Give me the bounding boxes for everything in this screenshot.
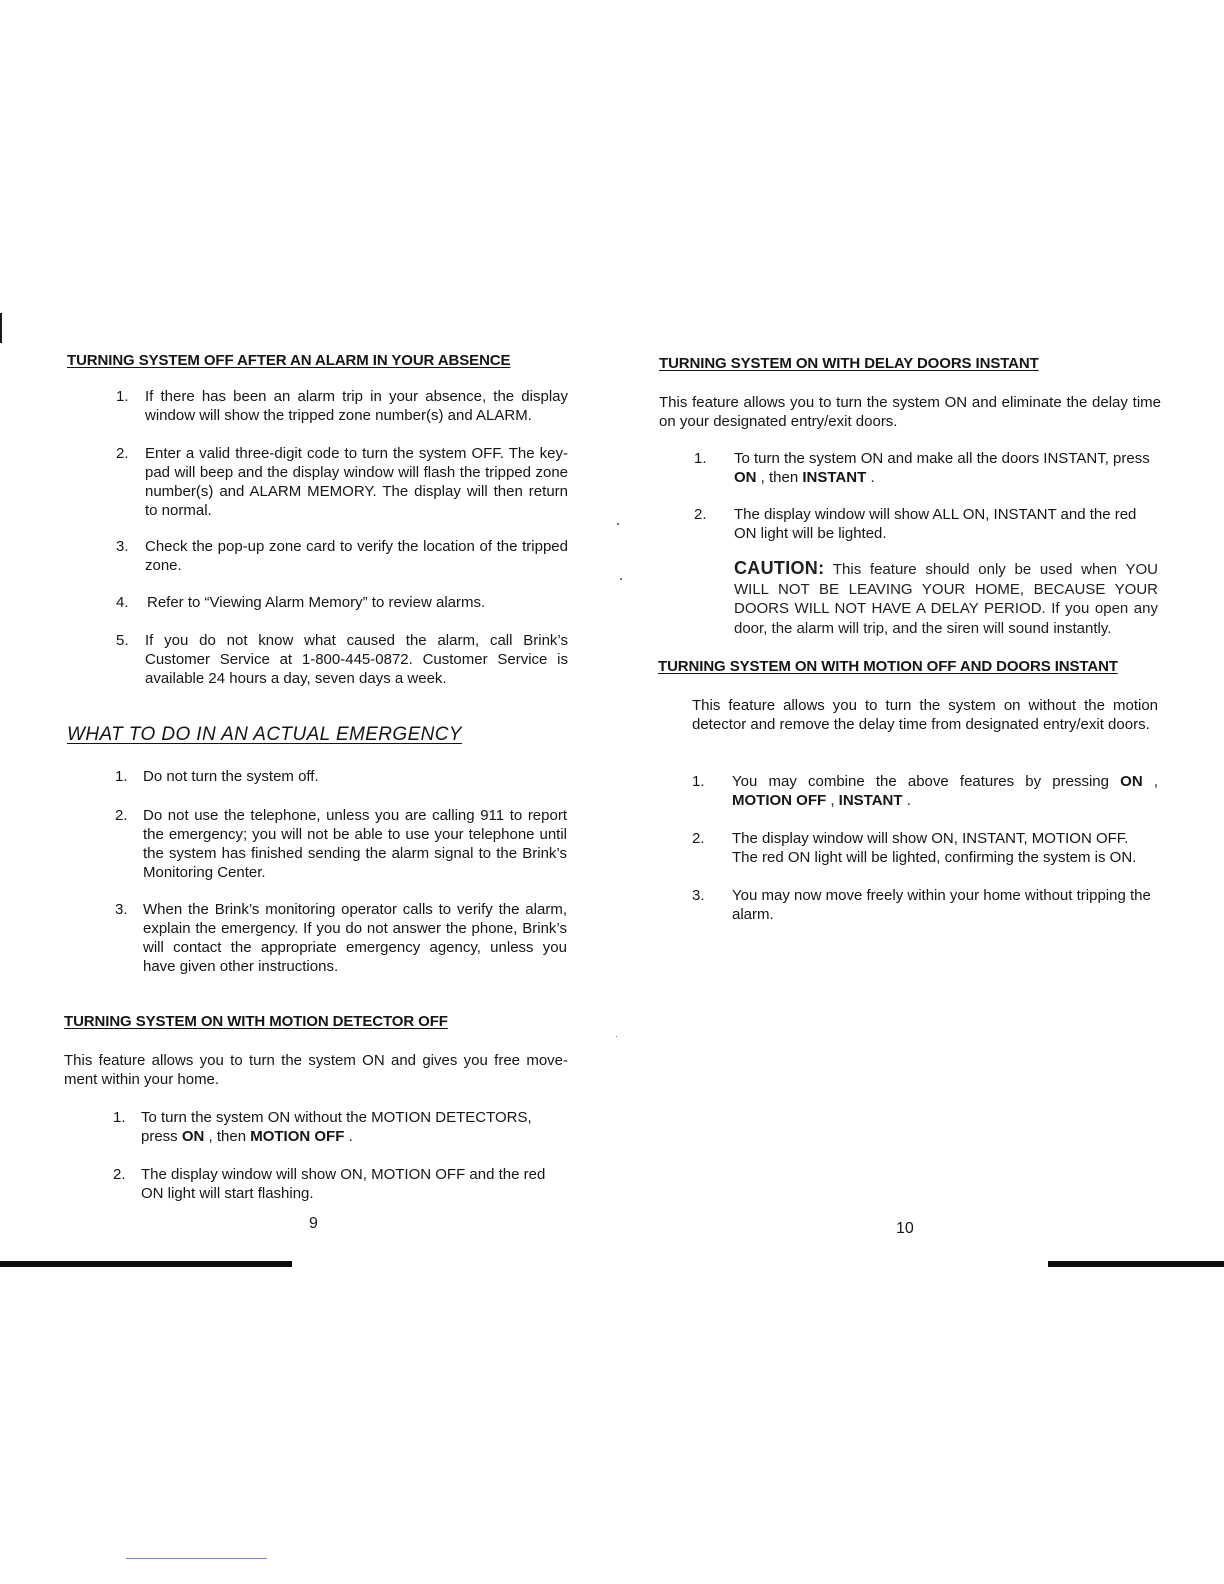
bottom-bar-left (0, 1261, 292, 1267)
section-heading-motion-detector-off: TURNING SYSTEM ON WITH MOTION DETECTOR OFF (64, 1013, 448, 1030)
page-number: 10 (896, 1220, 914, 1237)
item-text (732, 772, 1158, 810)
scan-speck (620, 578, 622, 580)
list-item (692, 886, 1158, 924)
item-number: 2. (113, 1166, 126, 1183)
item-text-part: . (870, 469, 875, 486)
item-text-part: . (348, 1128, 353, 1145)
item-number: 3. (116, 538, 129, 555)
list-item (694, 449, 1159, 487)
item-text: The display window will show ALL ON, INSTANT and the red ON light will be lighted. (734, 506, 1137, 542)
item-number: 1. (692, 773, 705, 790)
scan-blue-line (126, 1558, 267, 1559)
item-number: 2. (694, 506, 707, 523)
caution-label: CAUTION: (734, 558, 825, 578)
key-motion-off: MOTION OFF (732, 792, 827, 809)
item-text-part: To turn the system ON and make all the doors INSTANT, press (734, 450, 1150, 467)
key-on: ON (181, 1128, 205, 1145)
list-item (692, 772, 1158, 810)
item-text: Check the pop-up zone card to verify the location of the tripped zone. (145, 538, 568, 574)
key-on: ON (1120, 773, 1143, 790)
item-number: 1. (115, 768, 128, 785)
section-heading-actual-emergency: WHAT TO DO IN AN ACTUAL EMERGENCY (67, 724, 462, 745)
caution-note (734, 559, 1158, 638)
section-intro: This feature allows you to turn the system on without the motion detector and remove the delay time from designated entry/exit doors. (692, 697, 1158, 733)
item-text-part: . (906, 792, 911, 809)
item-number: 2. (116, 445, 129, 462)
list-item (116, 593, 568, 612)
item-number: 2. (692, 830, 705, 847)
list-item (694, 505, 1159, 543)
caution-text: This feature should only be used when YOU WILL NOT BE LEAVING YOUR HOME, BECAUSE YOUR DOORS WILL NOT HAVE A DELAY PERIOD. If you open any door, the alarm will trip, and the siren will sound instantly. (734, 561, 1159, 637)
list-item (115, 900, 567, 976)
item-text: Enter a valid three-digit code to turn the system OFF. The key-pad will beep and the display window will flash the tripped zone number(s) and ALARM MEMORY. The display will then return to normal. (145, 445, 568, 519)
item-text (734, 449, 1159, 487)
list-item (116, 537, 568, 575)
list-item (113, 1165, 566, 1203)
item-number: 1. (694, 450, 707, 467)
key-on: ON (734, 469, 757, 486)
section-heading-motion-off-doors-instant: TURNING SYSTEM ON WITH MOTION OFF AND DOORS INSTANT (658, 658, 1118, 675)
item-text: The display window will show ON, MOTION OFF and the red ON light will start flashing. (141, 1166, 546, 1202)
item-text-part: You may combine the above features by pressing (732, 773, 1109, 790)
item-number: 1. (113, 1109, 126, 1126)
item-text: Do not turn the system off. (143, 768, 319, 785)
bottom-bar-right (1048, 1261, 1224, 1267)
key-instant: INSTANT (802, 469, 867, 486)
page-number: 9 (309, 1215, 318, 1232)
item-number: 3. (692, 887, 705, 904)
list-item (115, 767, 567, 786)
list-item (692, 829, 1158, 867)
scan-speck (617, 523, 619, 525)
item-text: Do not use the telephone, unless you are calling 911 to report the emergency; you will not be able to use your telephone until the system has finished sending the alarm signal to the Brink’s Monitoring Center. (143, 807, 567, 881)
section-intro: This feature allows you to turn the system ON and gives you free move-ment within your home. (64, 1052, 568, 1088)
section-heading-system-off-after-alarm: TURNING SYSTEM OFF AFTER AN ALARM IN YOUR ABSENCE (67, 352, 511, 369)
item-text: You may now move freely within your home without tripping the alarm. (732, 887, 1151, 923)
item-text-part: , then (760, 469, 799, 486)
key-instant: INSTANT (838, 792, 903, 809)
item-text-part: , then (208, 1128, 247, 1145)
list-item (115, 806, 567, 882)
scan-speck (616, 1036, 617, 1037)
item-number: 1. (116, 388, 129, 405)
list-item (116, 387, 568, 425)
section-heading-delay-doors-instant: TURNING SYSTEM ON WITH DELAY DOORS INSTANT (659, 355, 1039, 372)
item-text: Refer to “Viewing Alarm Memory” to review alarms. (147, 594, 486, 611)
item-text-part: , (1153, 773, 1158, 790)
item-number: 4. (116, 594, 129, 611)
scan-edge-mark (0, 313, 2, 343)
item-text: If there has been an alarm trip in your absence, the display window will show the tripped zone number(s) and ALARM. (145, 388, 568, 424)
section-intro: This feature allows you to turn the system ON and eliminate the delay time on your designated entry/exit doors. (659, 394, 1161, 430)
item-text: If you do not know what caused the alarm, call Brink’s Customer Service at 1-800-445-0872. Customer Service is available 24 hours a day, seven days a week. (145, 632, 568, 687)
key-motion-off: MOTION OFF (250, 1128, 345, 1145)
list-item (116, 444, 568, 520)
item-number: 5. (116, 632, 129, 649)
item-number: 3. (115, 901, 128, 918)
item-text: The display window will show ON, INSTANT, MOTION OFF. The red ON light will be lighted, confirming the system is ON. (732, 830, 1137, 866)
list-item (113, 1108, 566, 1146)
item-text-part: To turn the system ON without the MOTION DETECTORS, press (141, 1109, 532, 1145)
item-text-part: , (830, 792, 835, 809)
item-text (141, 1108, 566, 1146)
list-item (116, 631, 568, 688)
item-text: When the Brink’s monitoring operator calls to verify the alarm, explain the emergency. If you do not answer the phone, Brink’s will contact the appropriate emergency agency, unless you have given other instructions. (143, 901, 567, 975)
item-number: 2. (115, 807, 128, 824)
